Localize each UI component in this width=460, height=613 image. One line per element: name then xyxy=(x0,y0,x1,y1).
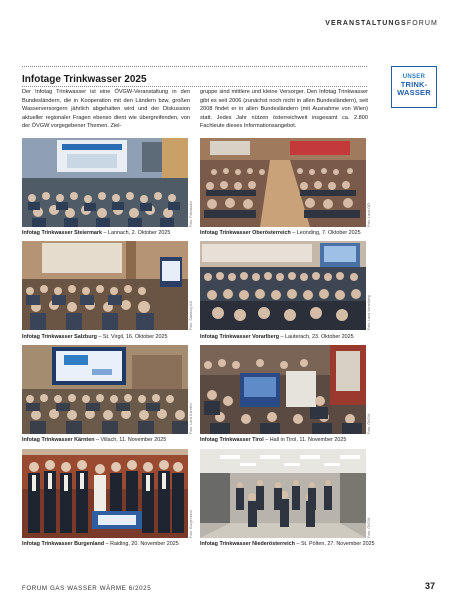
logo-line-3: WASSER xyxy=(397,88,431,97)
caption-rest-5: – Villach, 11. November 2025 xyxy=(94,437,167,443)
caption-niederoesterreich xyxy=(200,541,375,547)
caption-tirol xyxy=(200,437,346,443)
caption-rest-2: – Leonding, 7. Oktober 2025 xyxy=(290,230,361,236)
caption-title-5: Infotag Trinkwasser Kärnten xyxy=(22,437,95,443)
photo-credit-7: Foto: Burgenland xyxy=(189,510,193,538)
top-divider xyxy=(22,66,367,67)
caption-rest-8: – St. Pölten, 27. November 2025 xyxy=(294,541,375,547)
body-column-1: Der Infotag Trinkwasser ist eine ÖVGW-Veranstaltung in den Bundesländern, die in Kooperation mit den Ländern bzw. großen Wasserversorgern jährlich abgehalten wird und der Diskussion aktueller regionaler Fragen ebenso dient wie übergreifenden, von der ÖVGW vorgegebener Themen. Ziel- xyxy=(22,89,190,130)
article-title: Infotage Trinkwasser 2025 xyxy=(22,74,147,85)
photo-credit-8: Foto: ÖVGW xyxy=(367,517,371,538)
caption-vorarlberg xyxy=(200,334,354,340)
photo-credit-4: Foto: Land Vorarlberg xyxy=(367,295,371,330)
caption-oberoesterreich xyxy=(200,230,361,236)
caption-salzburg xyxy=(22,334,168,340)
caption-title-4: Infotag Trinkwasser Vorarlberg xyxy=(200,334,279,340)
unser-trinkwasser-logo xyxy=(391,66,437,108)
photo-salzburg xyxy=(22,241,188,330)
photo-tirol xyxy=(200,345,366,434)
photo-steiermark xyxy=(22,138,188,227)
photo-credit-2: Foto: Land OÖ xyxy=(367,203,371,227)
photo-credit-1: Foto: Fotostudio xyxy=(189,201,193,227)
body-column-2: gruppe sind mittlere und kleine Versorger. Den Infotag Trinkwasser gibt es seit 2006 (zunächst noch nicht in allen Bundesländern), seit 2008 findet er in allen Bundesländern (mit Ausnahme von Wien) statt. Jedes Jahr nützen österreichweit insgesamt ca. 2.800 Fachleute dieses Informationsangebot. xyxy=(200,89,368,130)
caption-burgenland xyxy=(22,541,179,547)
section-label-bold: VERANSTALTUNGS xyxy=(325,20,407,27)
caption-title-2: Infotag Trinkwasser Oberösterreich xyxy=(200,230,291,236)
section-label-light: FORUM xyxy=(406,20,438,27)
photo-niederoesterreich xyxy=(200,449,366,538)
caption-steiermark xyxy=(22,230,170,236)
logo-line-1: UNSER xyxy=(402,74,426,80)
caption-kaernten xyxy=(22,437,166,443)
photo-burgenland xyxy=(22,449,188,538)
logo-line-2: TRINK- xyxy=(400,80,428,89)
caption-title-8: Infotag Trinkwasser Niederösterreich xyxy=(200,541,295,547)
photo-kaernten xyxy=(22,345,188,434)
caption-rest-7: – Raiding, 20. November 2025 xyxy=(104,541,179,547)
section-label xyxy=(325,20,438,27)
caption-rest-1: – Lannach, 2. Oktober 2025 xyxy=(102,230,171,236)
caption-title-3: Infotag Trinkwasser Salzburg xyxy=(22,334,97,340)
photo-oberoesterreich xyxy=(200,138,366,227)
caption-rest-3: – St. Virgil, 16. Oktober 2025 xyxy=(96,334,168,340)
caption-title-6: Infotag Trinkwasser Tirol xyxy=(200,437,264,443)
caption-title-7: Infotag Trinkwasser Burgenland xyxy=(22,541,105,547)
title-divider xyxy=(22,86,367,87)
photo-vorarlberg xyxy=(200,241,366,330)
caption-title-1: Infotag Trinkwasser Steiermark xyxy=(22,230,102,236)
caption-rest-6: – Hall in Tirol, 11. November 2025 xyxy=(263,437,347,443)
publication-name: FORUM GAS WASSER WÄRME 6/2025 xyxy=(22,585,152,592)
photo-credit-5: Foto: Land Kärnten xyxy=(189,403,193,434)
photo-credit-3: Foto: Salzburg AG xyxy=(189,300,193,330)
page-number: 37 xyxy=(425,581,436,591)
caption-rest-4: – Lauterach, 23. Oktober 2025 xyxy=(278,334,354,340)
photo-credit-6: Foto: ÖVGW xyxy=(367,413,371,434)
